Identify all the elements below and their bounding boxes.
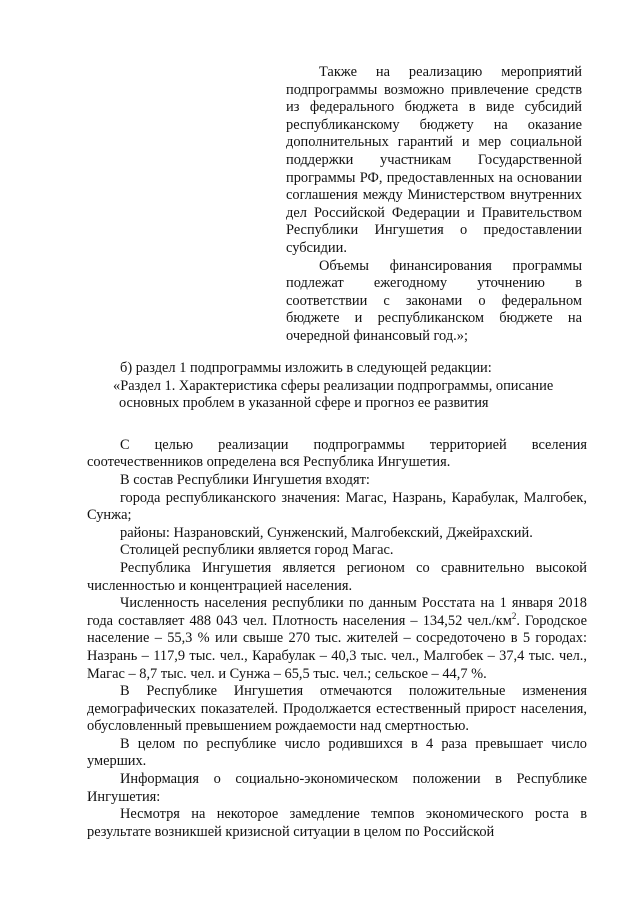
economic-slowdown-paragraph: Несмотря на некоторое замедление темпов экономического роста в результате возникшей кризисной ситуации в целом по Российской	[87, 806, 587, 840]
km-squared-superscript: 2	[511, 610, 517, 621]
districts-list: районы: Назрановский, Сунженский, Малгобекский, Джейрахский.	[120, 524, 533, 541]
financing-note-block	[286, 64, 582, 346]
funding-volume-paragraph: Объемы финансирования программы подлежат ежегодному уточнению в соответствии с законами о федеральном бюджете и республиканском бюджете на очередной финансовый год.»;	[286, 257, 582, 344]
population-text-end: . Городское население – 55,3 % или свыше 270 тыс. жителей – сосредоточено в 5 городах: Назрань – 117,9 тыс. чел., Карабулак – 40,3 тыс. чел., Малгобек – 37,4 тыс. чел., Магас – 8,7 тыс. чел. и Сунжа – 65,5 тыс. чел.; сельское – 44,7 %.	[87, 612, 587, 682]
cities-list: города республиканского значения: Магас, Назрань, Карабулак, Малгобек, Сунжа;	[87, 489, 587, 524]
capital-paragraph: Столицей республики является город Магас.	[120, 542, 394, 559]
federal-funding-paragraph: Также на реализацию мероприятий подпрограммы возможно привлечение средств из федерального бюджета в виде субсидий республиканскому бюджету на оказание дополнительных гарантий и мер социальной поддержки участникам Государственной программы РФ, предоставленных на основании соглашения между Министерством внутренних дел Российской Федерации и Правительством Республики Ингушетия о предоставлении субсидии.	[286, 64, 582, 256]
amendment-instruction: б) раздел 1 подпрограммы изложить в следующей редакции:	[120, 360, 492, 376]
settlement-territory-paragraph: С целью реализации подпрограммы территорией вселения соотечественников определена вся Республика Ингушетия.	[87, 436, 587, 471]
section-heading: «Раздел 1. Характеристика сферы реализации подпрограммы, описание основных проблем в указанной сфере и прогноз ее развития	[113, 377, 554, 412]
birth-death-ratio-paragraph: В целом по республике число родившихся в 4 раза превышает число умерших.	[87, 735, 587, 770]
document-body	[87, 360, 587, 841]
population-text-start: Численность населения республики по данным Росстата на 1 января 2018 года составляет 488 043 чел. Плотность населения – 134,52 чел./км	[87, 595, 587, 629]
composition-intro: В состав Республики Ингушетия входят:	[120, 471, 370, 488]
socioeconomic-info-paragraph: Информация о социально-экономическом положении в Республике Ингушетия:	[87, 771, 587, 805]
demographics-paragraph: В Республике Ингушетия отмечаются положительные изменения демографических показателей. Продолжается естественный прирост населения, обусловленный превышением рождаемости над смертностью.	[87, 683, 587, 735]
population-statistics-paragraph	[87, 595, 587, 683]
population-density-paragraph: Республика Ингушетия является регионом со сравнительно высокой численностью и концентрацией населения.	[87, 559, 587, 594]
